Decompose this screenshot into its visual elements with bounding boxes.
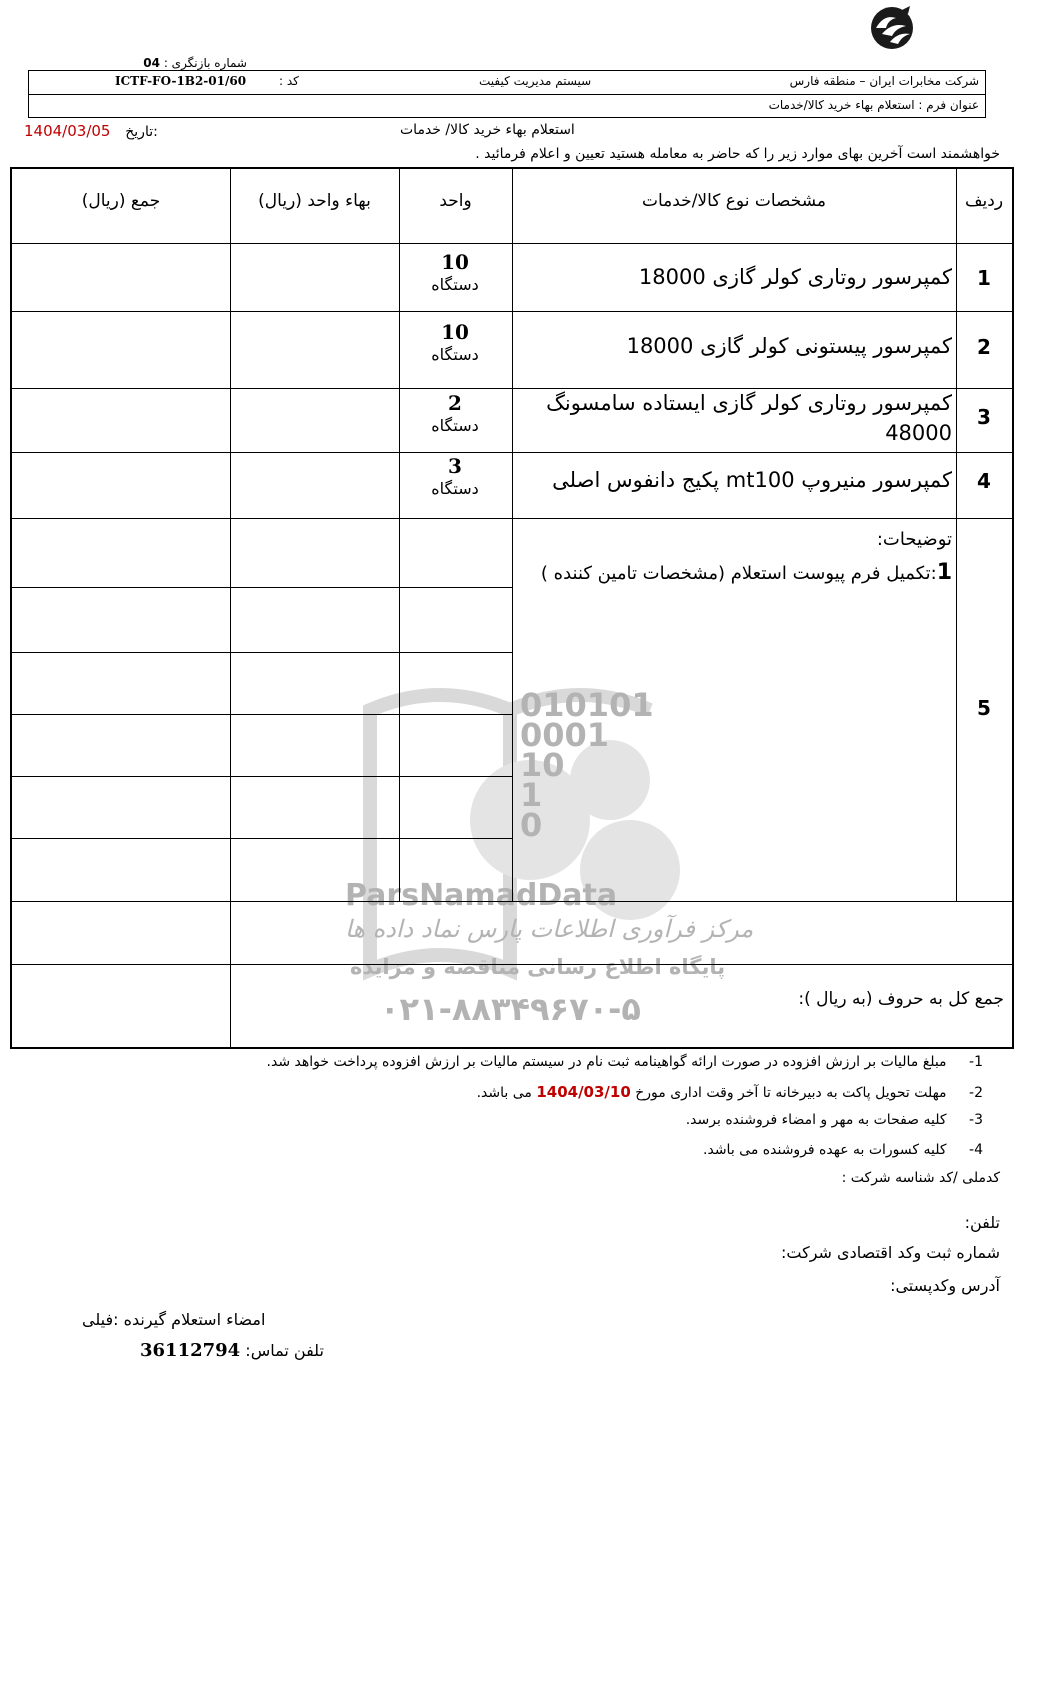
row-divider (12, 652, 512, 653)
receiver-label: امضاء استعلام گیرنده : (113, 1310, 266, 1329)
notes-title: توضیحات: (876, 529, 952, 550)
deadline-date: 1404/03/10 (536, 1083, 631, 1101)
date-value: 1404/03/05 (24, 122, 111, 140)
watermark-line2: پایگاه اطلاع رسانی مناقصه و مزایده (350, 955, 726, 979)
note-text: می باشد. (476, 1085, 532, 1101)
items-table (10, 167, 1014, 1049)
revision-value: 04 (143, 56, 160, 70)
header-divider (29, 94, 985, 95)
note-text: کلیه صفحات به مهر و امضاء فروشنده برسد. (685, 1112, 947, 1128)
receiver-signature (82, 1310, 265, 1329)
intro-text: خواهشمند است آخرین بهای موارد زیر را که حاضر به معامله هستید تعیین و اعلام فرمائید . (475, 146, 1000, 162)
item-description-line: کمپرسور روتاری کولر گازی ایستاده سامسونگ (546, 391, 952, 415)
item-quantity (400, 250, 510, 296)
note-line (522, 558, 952, 589)
note-4 (703, 1142, 983, 1158)
quantity-unit: دستگاه (431, 345, 479, 364)
note-num: 4- (969, 1142, 983, 1158)
item-description-line: 48000 (885, 421, 952, 445)
header-unit-price: بهاء واحد (ریال) (258, 191, 371, 211)
row-divider (12, 838, 512, 839)
row-divider (12, 587, 512, 588)
form-title: عنوان فرم : استعلام بهاء خرید کالا/خدمات (768, 98, 979, 112)
note-num: 2- (969, 1085, 983, 1101)
company-name: شرکت مخابرات ایران – منطقه فارس (789, 74, 979, 88)
note-text: کلیه کسورات به عهده فروشنده می باشد. (703, 1142, 947, 1158)
note-number: 1 (936, 560, 952, 585)
quantity-value: 3 (448, 454, 462, 478)
item-quantity (400, 391, 510, 437)
subject: استعلام بهاء خرید کالا/ خدمات (400, 122, 575, 138)
registration-field: شماره ثبت وکد اقتصادی شرکت: (781, 1243, 1000, 1262)
header-unit: واحد (439, 191, 472, 211)
watermark-brand: ParsNamadData (345, 878, 618, 913)
quantity-unit: دستگاه (431, 275, 479, 294)
date-label: تاریخ: (125, 124, 158, 140)
row-number: 3 (977, 405, 991, 429)
col-divider (512, 169, 513, 901)
item-description: کمپرسور روتاری کولر گازی 18000 (638, 265, 952, 289)
contact-phone (140, 1340, 324, 1361)
address-field: آدرس وکدپستی: (890, 1276, 1000, 1295)
col-divider (230, 169, 231, 1047)
header-total: جمع (ریال) (81, 191, 161, 211)
date-row (24, 122, 158, 140)
row-number: 1 (977, 266, 991, 290)
watermark-binary: 010101 0001 10 1 0 (520, 686, 654, 844)
quantity-value: 10 (441, 250, 469, 274)
note-2 (477, 1083, 983, 1101)
col-divider (956, 169, 957, 901)
item-description (522, 388, 952, 448)
quantity-value: 2 (448, 391, 462, 415)
note-num: 3- (969, 1112, 983, 1128)
contact-value: 36112794 (140, 1340, 241, 1361)
item-quantity (400, 454, 510, 500)
code-label: کد : (279, 74, 299, 88)
row-divider (12, 714, 512, 715)
note-text: مبلغ مالیات بر ارزش افزوده در صورت ارائه گواهینامه ثبت نام در سیستم مالیات بر ارزش افزوده پرداخت خواهد شد. (266, 1054, 947, 1070)
note-text: مهلت تحویل پاکت به دبیرخانه تا آخر وقت اداری مورخ (635, 1085, 947, 1101)
watermark-line1: مرکز فرآوری اطلاعات پارس نماد داده ها (345, 915, 754, 943)
watermark-phone: ۰۲۱-۸۸۳۴۹۶۷۰-۵ (380, 990, 641, 1028)
row-divider (12, 964, 1012, 965)
note-3 (686, 1112, 983, 1128)
system-name: سیستم مدیریت کیفیت (479, 74, 592, 88)
row-number: 2 (977, 335, 991, 359)
row-number: 5 (977, 696, 991, 720)
item-description: کمپرسور پیستونی کولر گازی 18000 (626, 334, 952, 358)
quantity-unit: دستگاه (431, 479, 479, 498)
quantity-unit: دستگاه (431, 416, 479, 435)
national-id-field: کدملی /کد شناسه شرکت : (841, 1170, 1000, 1186)
item-quantity (400, 320, 510, 366)
row-divider (12, 901, 1012, 902)
quantity-value: 10 (441, 320, 469, 344)
note-num: 1- (969, 1054, 983, 1070)
header-box (28, 70, 986, 118)
revision-label: شماره بازنگری : (163, 56, 247, 70)
receiver-name: فیلی (82, 1310, 114, 1329)
code-value: ICTF-FO-1B2-01/60 (115, 74, 247, 88)
header-spec: مشخصات نوع کالا/خدمات (641, 191, 827, 211)
total-in-words-label: جمع کل به حروف (به ریال ): (798, 989, 1004, 1009)
contact-label: تلفن تماس: (245, 1341, 324, 1360)
item-description: کمپرسور منیروپ mt100 پکیج دانفوس اصلی (552, 468, 952, 492)
header-row: ردیف (964, 191, 1004, 211)
row-number: 4 (977, 469, 991, 493)
company-logo-icon (866, 4, 918, 52)
revision-number (143, 56, 247, 70)
note-1 (267, 1054, 983, 1070)
note-text: :تکمیل فرم پیوست استعلام (مشخصات تامین کننده ) (540, 563, 937, 584)
phone-field: تلفن: (964, 1213, 1000, 1232)
row-divider (12, 776, 512, 777)
